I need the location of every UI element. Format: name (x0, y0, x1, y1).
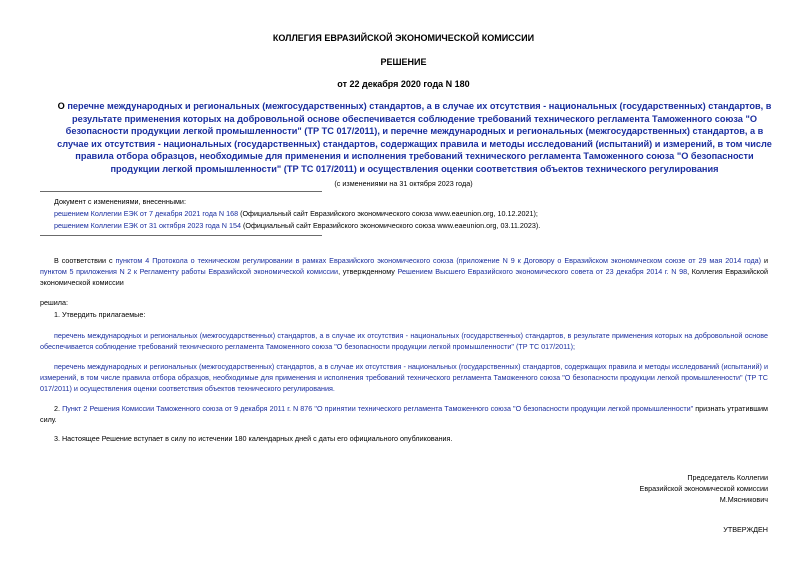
preamble-text-1: В соответствии с (54, 256, 116, 265)
decided-label: решила: (40, 298, 68, 307)
change-rest-1: (Официальный сайт Евразийского экономического союза www.eaeunion.org, 10.12.2021); (238, 209, 538, 218)
preamble-text-3: , утвержденному (338, 267, 398, 277)
change-rest-2: (Официальный сайт Евразийского экономического союза www.eaeunion.org, 03.11.2023). (241, 221, 541, 230)
preamble-link-decision[interactable]: Решением Высшего Евразийского экономического совета от 23 декабря 2014 г. N 98 (397, 267, 688, 277)
approved-label: УТВЕРЖДЕН (723, 525, 768, 534)
preamble-link-protocol[interactable]: пунктом 4 Протокола о техническом регулировании в рамках Евразийского экономического союза (приложение N 9 к Договору о Евразийском экономическом союзе от 29 мая 2014 года) (115, 256, 762, 265)
signature-organization: Евразийской экономической комиссии (639, 484, 768, 494)
change-item-1 (54, 208, 784, 221)
signature-position: Председатель Коллегии (687, 473, 768, 482)
item-3: 3. Настоящее Решение вступает в силу по истечении 180 календарных дней с даты его официального опубликования. (54, 434, 453, 443)
org-title: КОЛЛЕГИЯ ЕВРАЗИЙСКОЙ ЭКОНОМИЧЕСКОЙ КОМИССИИ (272, 33, 535, 43)
document-type: РЕШЕНИЕ (380, 57, 427, 67)
change-item-2 (54, 220, 784, 233)
item-1-list-b-link[interactable]: перечень международных и региональных (межгосударственных) стандартов, а в случае их отсутствия - национальных (государственных) стандартов, содержащих правила и методы исследований (испытаний) и измерений, в том числе правила отбора образцов, необходимые для применения и исполнения требований технического регламента Таможенного союза "О безопасности продукции легкой промышленности" (ТР ТС 017/2011) и осуществления оценки соответствия объектов технического регулирования. (40, 362, 768, 394)
preamble-link-regulation[interactable]: пунктом 5 приложения N 2 к Регламенту работы Евразийской экономической комиссии (40, 267, 339, 277)
signature-block (560, 472, 768, 506)
item-2 (40, 403, 768, 425)
divider-top (40, 191, 322, 192)
preamble-text-2: и (761, 256, 768, 265)
amendment-note: (с изменениями на 31 октября 2023 года) (334, 179, 473, 188)
preamble-paragraph (40, 255, 768, 289)
document-subject (57, 100, 772, 176)
document-date-number: от 22 декабря 2020 года N 180 (337, 79, 470, 89)
change-link-1[interactable]: решением Коллегии ЕЭК от 7 декабря 2021 года N 168 (54, 209, 239, 218)
change-link-2[interactable]: решением Коллегии ЕЭК от 31 октября 2023 года N 154 (54, 221, 241, 230)
item-2-rest: признать утратившим силу. (40, 404, 768, 425)
subject-link[interactable]: перечне международных и региональных (межгосударственных) стандартов, а в случае их отсутствия - национальных (государственных) стандартов, в результате применения которых на добровольной основе обеспечивается соблюдение требований технического регламента Таможенного союза "О безопасности продукции легкой промышленности" (ТР ТС 017/2011), и перечне международных и региональных (межгосударственных) стандартов, а в случае их отсутствия - национальных (государственных) стандартов, содержащих правила и методы исследований (испытаний) и измерений, в том числе правила отбора образцов, необходимые для применения и исполнения требований технического регламента Таможенного союза "О безопасности продукции легкой промышленности" (ТР ТС 017/2011) и осуществления оценки соответствия объектов технического регулирования (57, 101, 772, 174)
item-1: 1. Утвердить прилагаемые: (54, 310, 146, 319)
subject-lead: О (57, 101, 68, 111)
preamble-text-4: , Коллегия Евразийской экономической комиссии (40, 267, 768, 288)
signature-name: М.Мясникович (719, 495, 768, 505)
item-2-number: 2. (54, 404, 63, 413)
changes-heading: Документ с изменениями, внесенными: (54, 197, 186, 206)
item-1-list-a-link[interactable]: перечень международных и региональных (межгосударственных) стандартов, а в случае их отсутствия - национальных (государственных) стандартов, в результате применения которых на добровольной основе обеспечивается соблюдение требований технического регламента Таможенного союза "О безопасности продукции легкой промышленности" (ТР ТС 017/2011); (40, 331, 768, 352)
divider-bottom (40, 235, 322, 236)
item-2-link[interactable]: Пункт 2 Решения Комиссии Таможенного союза от 9 декабря 2011 г. N 876 "О принятии технического регламента Таможенного союза "О безопасности продукции легкой промышленности" (62, 404, 694, 413)
